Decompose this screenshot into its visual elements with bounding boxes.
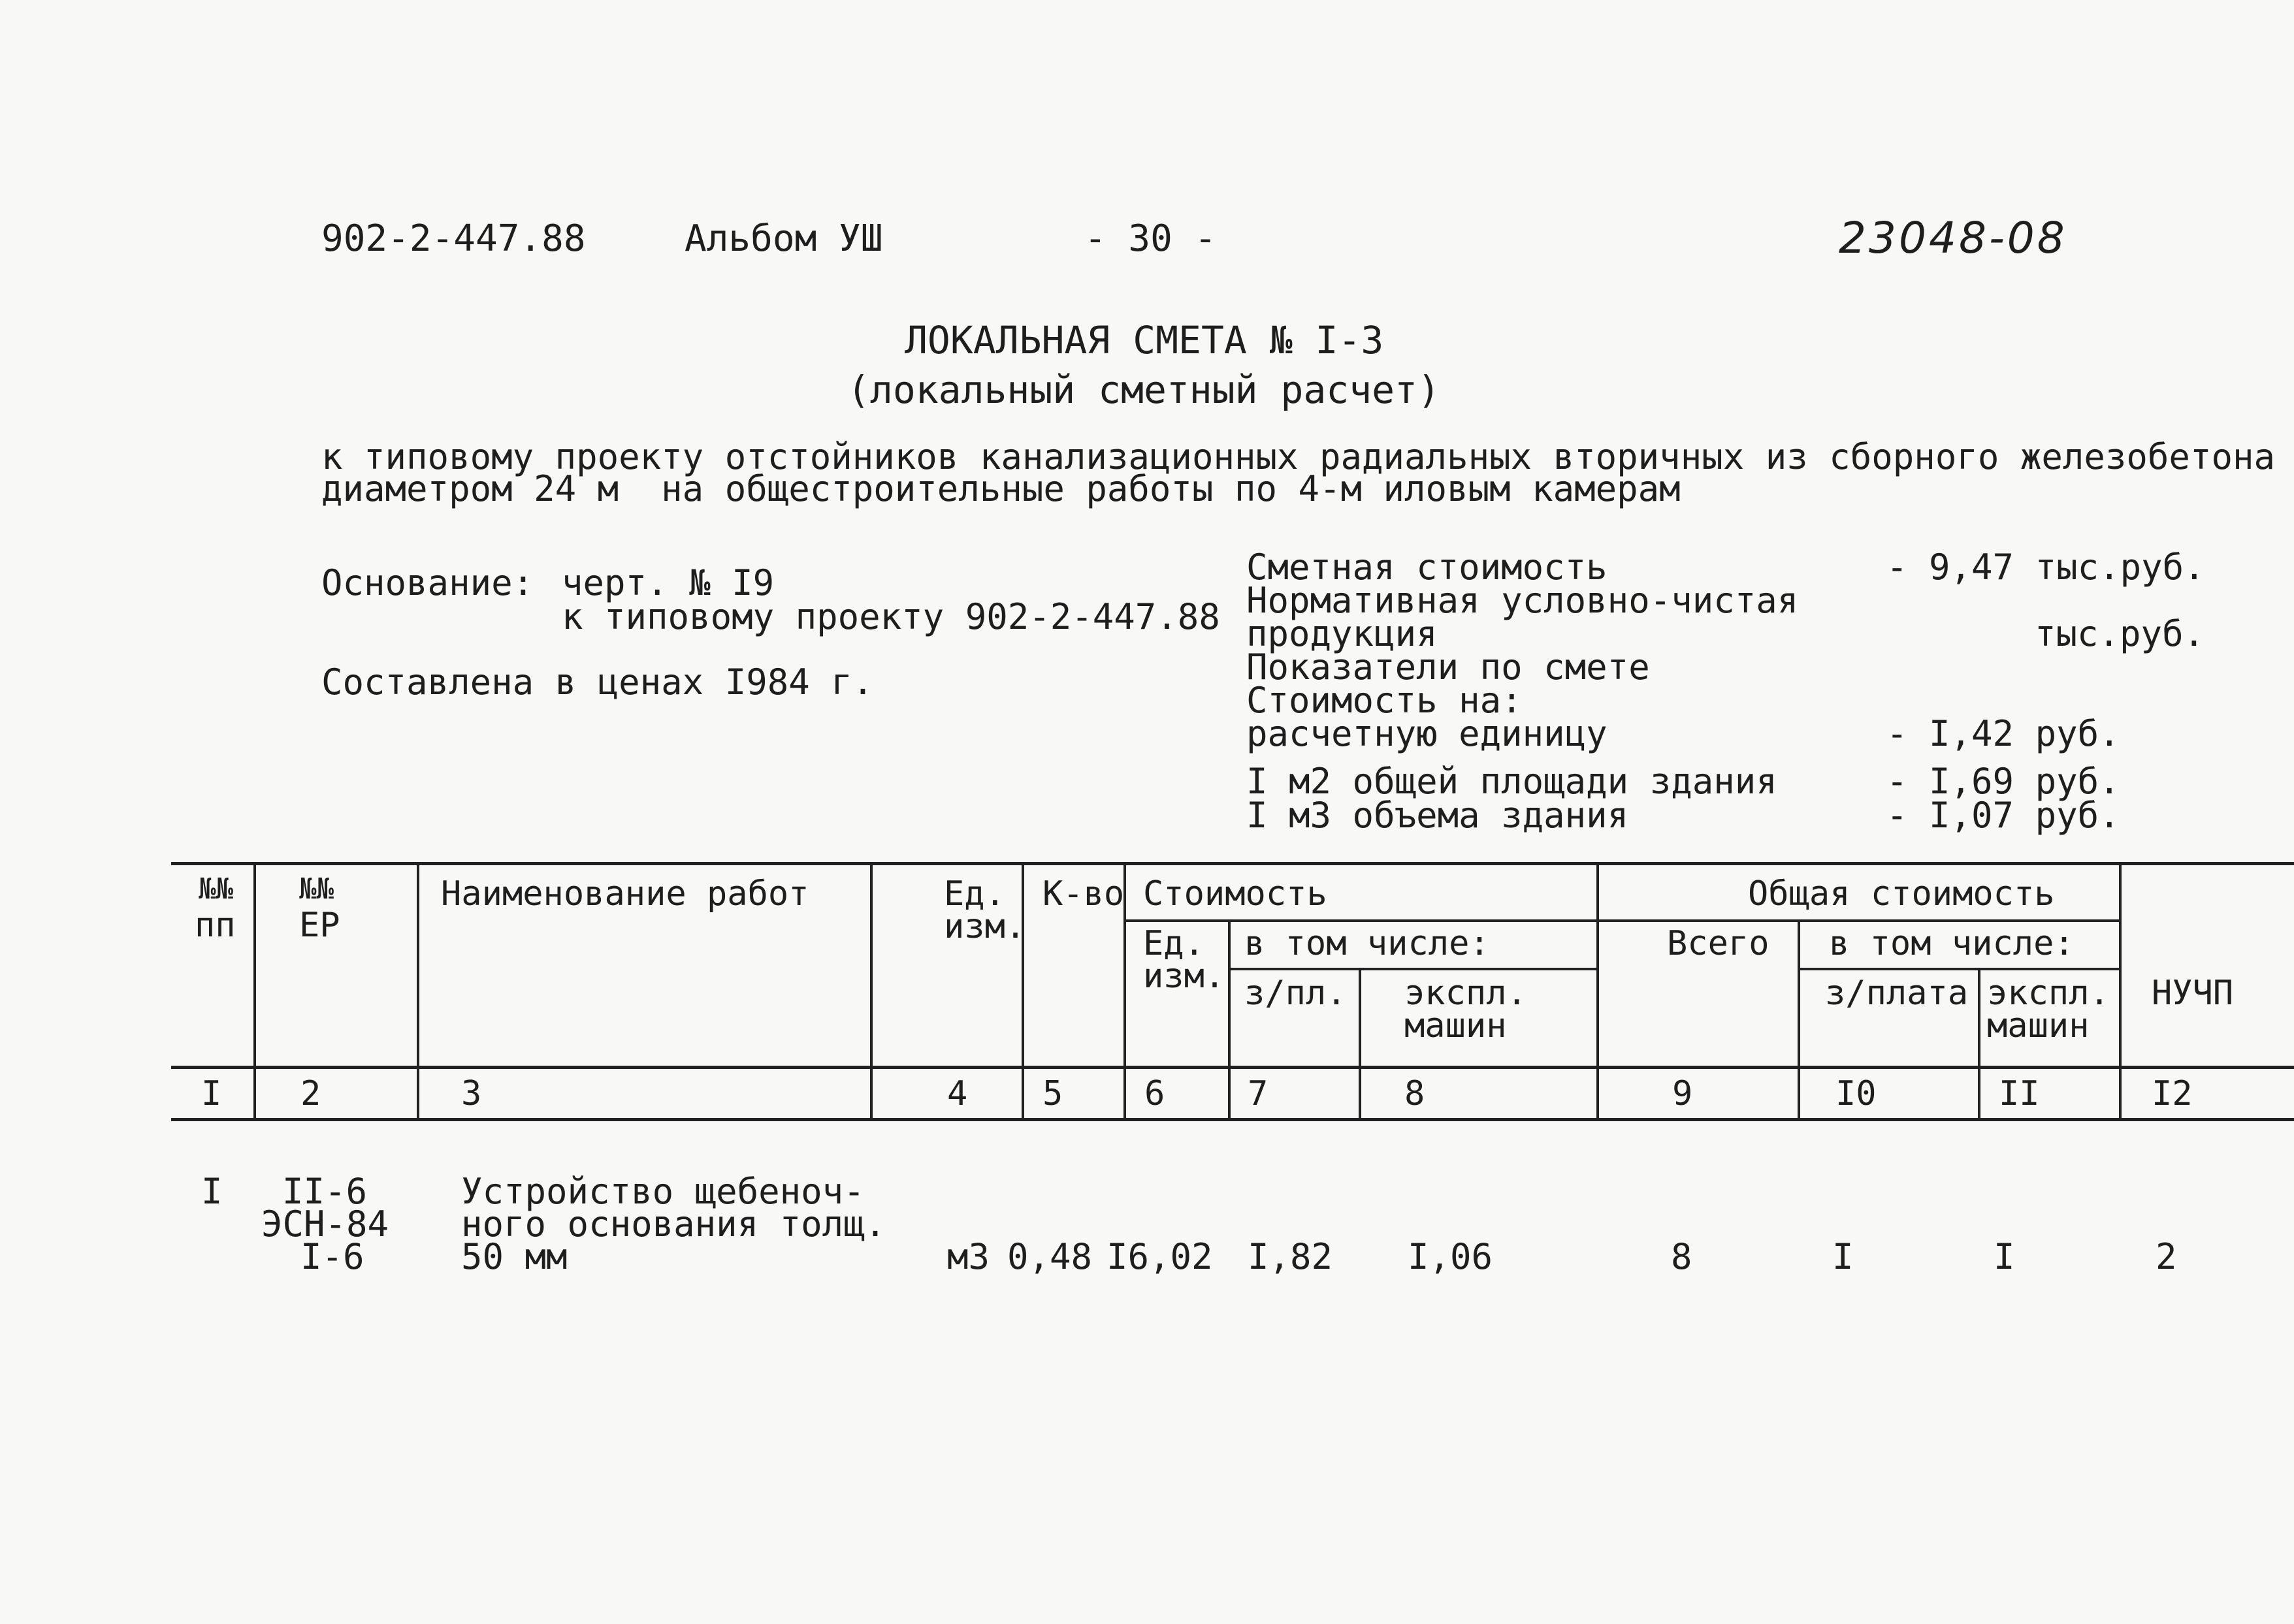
page-number: - 30 - [1084,217,1217,260]
net-product-label-1: Нормативная условно-чистая [1246,580,1799,621]
col-number-5: 5 [1042,1074,1063,1113]
col-number-2: 2 [300,1074,321,1113]
col-divider-7 [1359,969,1361,1118]
col-number-9: 9 [1672,1074,1693,1113]
col-number-6: 6 [1144,1074,1165,1113]
cost-group-rule [1125,919,2119,922]
col-divider-1 [253,865,256,1118]
row-nuchp: 2 [2156,1236,2177,1277]
row-quantity: 0,48 [1007,1236,1093,1277]
col-number-3: 3 [461,1074,482,1113]
row-er-3: I-6 [300,1236,364,1277]
header-bottom-rule [171,1066,2294,1069]
col-header-total-incl: в том числе: [1829,924,2075,963]
col-header-qty: К-во [1042,874,1125,914]
basis-drawing: черт. № I9 [562,562,775,603]
row-machines: I,06 [1408,1236,1493,1277]
col-header-total-wage: з/плата [1825,974,1969,1013]
indicators-title: Показатели по смете [1246,646,1650,688]
col-number-12: I2 [2152,1074,2193,1113]
row-unit: м3 [947,1236,990,1277]
col-header-cost: Стоимость [1143,874,1327,914]
basis-label: Основание: [321,562,534,603]
col-number-8: 8 [1404,1074,1425,1113]
numbers-bottom-rule [171,1118,2294,1121]
row-wage: I,82 [1248,1236,1333,1277]
col-header-unit-2: изм. [944,907,1026,946]
total-incl-rule [1798,968,2119,970]
col-number-11: II [1999,1074,2040,1113]
col-header-name: Наименование работ [441,874,809,914]
row-total: 8 [1671,1236,1692,1277]
estimate-cost-value: - 9,47 тыс.руб. [1886,547,2205,588]
col-number-4: 4 [947,1074,968,1113]
col-number-7: 7 [1248,1074,1268,1113]
document-code: 902-2-447.88 [321,217,586,260]
net-product-label-2: продукция [1246,613,1438,654]
cost-per-title: Стоимость на: [1246,680,1523,721]
row-er-1: II-6 [282,1171,368,1212]
col-divider-6 [1228,921,1231,1118]
row-er-2: ЭСН-84 [261,1203,389,1245]
description-line-1: к типовому проекту отстойников канализационных радиальных вторичных из сборного железобетона [321,436,2275,477]
area-cost-label: I м2 общей площади здания [1246,761,1777,802]
row-name-2: ного основания толщ. [461,1203,886,1245]
volume-cost-value: - I,07 руб. [1886,795,2120,836]
col-header-machines-1: экспл. [1404,974,1527,1013]
col-divider-9 [1798,921,1800,1118]
row-name-3: 50 мм [461,1236,568,1277]
row-total-machines: I [1994,1236,2015,1277]
prices-year: Составлена в ценах I984 г. [321,661,874,703]
col-header-unit-1: Ед. [944,874,1005,914]
col-header-total-machines-2: машин [1987,1006,2090,1045]
col-header-er-1: №№ [299,872,334,906]
document-title: ЛОКАЛЬНАЯ СМЕТА № I-3 [905,318,1384,362]
col-header-cost-unit-1: Ед. [1143,924,1204,963]
row-name-1: Устройство щебеноч- [461,1171,865,1212]
col-number-10: I0 [1835,1074,1877,1113]
unit-cost-value: - I,42 руб. [1886,713,2120,754]
volume-cost-label: I м3 объема здания [1246,795,1629,836]
col-divider-10 [1978,969,1980,1118]
col-divider-4 [1022,865,1024,1118]
col-header-total: Общая стоимость [1748,874,2055,914]
col-header-total-machines-1: экспл. [1987,974,2110,1013]
document-subtitle: (локальный сметный расчет) [847,368,1440,412]
basis-project: к типовому проекту 902-2-447.88 [562,596,1220,637]
area-cost-value: - I,69 руб. [1886,761,2120,802]
unit-cost-label: расчетную единицу [1246,713,1607,754]
table-top-rule [171,862,2294,865]
col-divider-3 [870,865,873,1118]
col-header-pp-1: №№ [199,872,233,906]
col-header-pp-2: пп [195,906,236,945]
col-header-nuchp: НУЧП [2152,974,2234,1013]
col-header-wage: з/пл. [1244,974,1347,1013]
col-header-cost-unit-2: изм. [1143,957,1225,996]
row-total-wage: I [1832,1236,1854,1277]
cost-incl-rule [1228,968,1596,970]
col-divider-11 [2119,865,2122,1118]
col-header-machines-2: машин [1404,1006,1507,1045]
row-unit-cost: I6,02 [1107,1236,1213,1277]
col-divider-8 [1596,865,1599,1118]
row-pp: I [201,1171,223,1212]
inventory-number: 23048-08 [1839,213,2067,263]
col-divider-2 [417,865,419,1118]
col-header-total-all: Всего [1667,924,1769,963]
col-header-er-2: ЕР [299,906,340,945]
col-number-1: I [201,1074,222,1113]
net-product-value: тыс.руб. [2035,613,2205,654]
description-line-2: диаметром 24 м на общестроительные работы по 4-м иловым камерам [321,468,1681,509]
album-label: Альбом УШ [685,217,883,260]
col-header-cost-incl: в том числе: [1244,924,1490,963]
estimate-cost-label: Сметная стоимость [1246,547,1607,588]
